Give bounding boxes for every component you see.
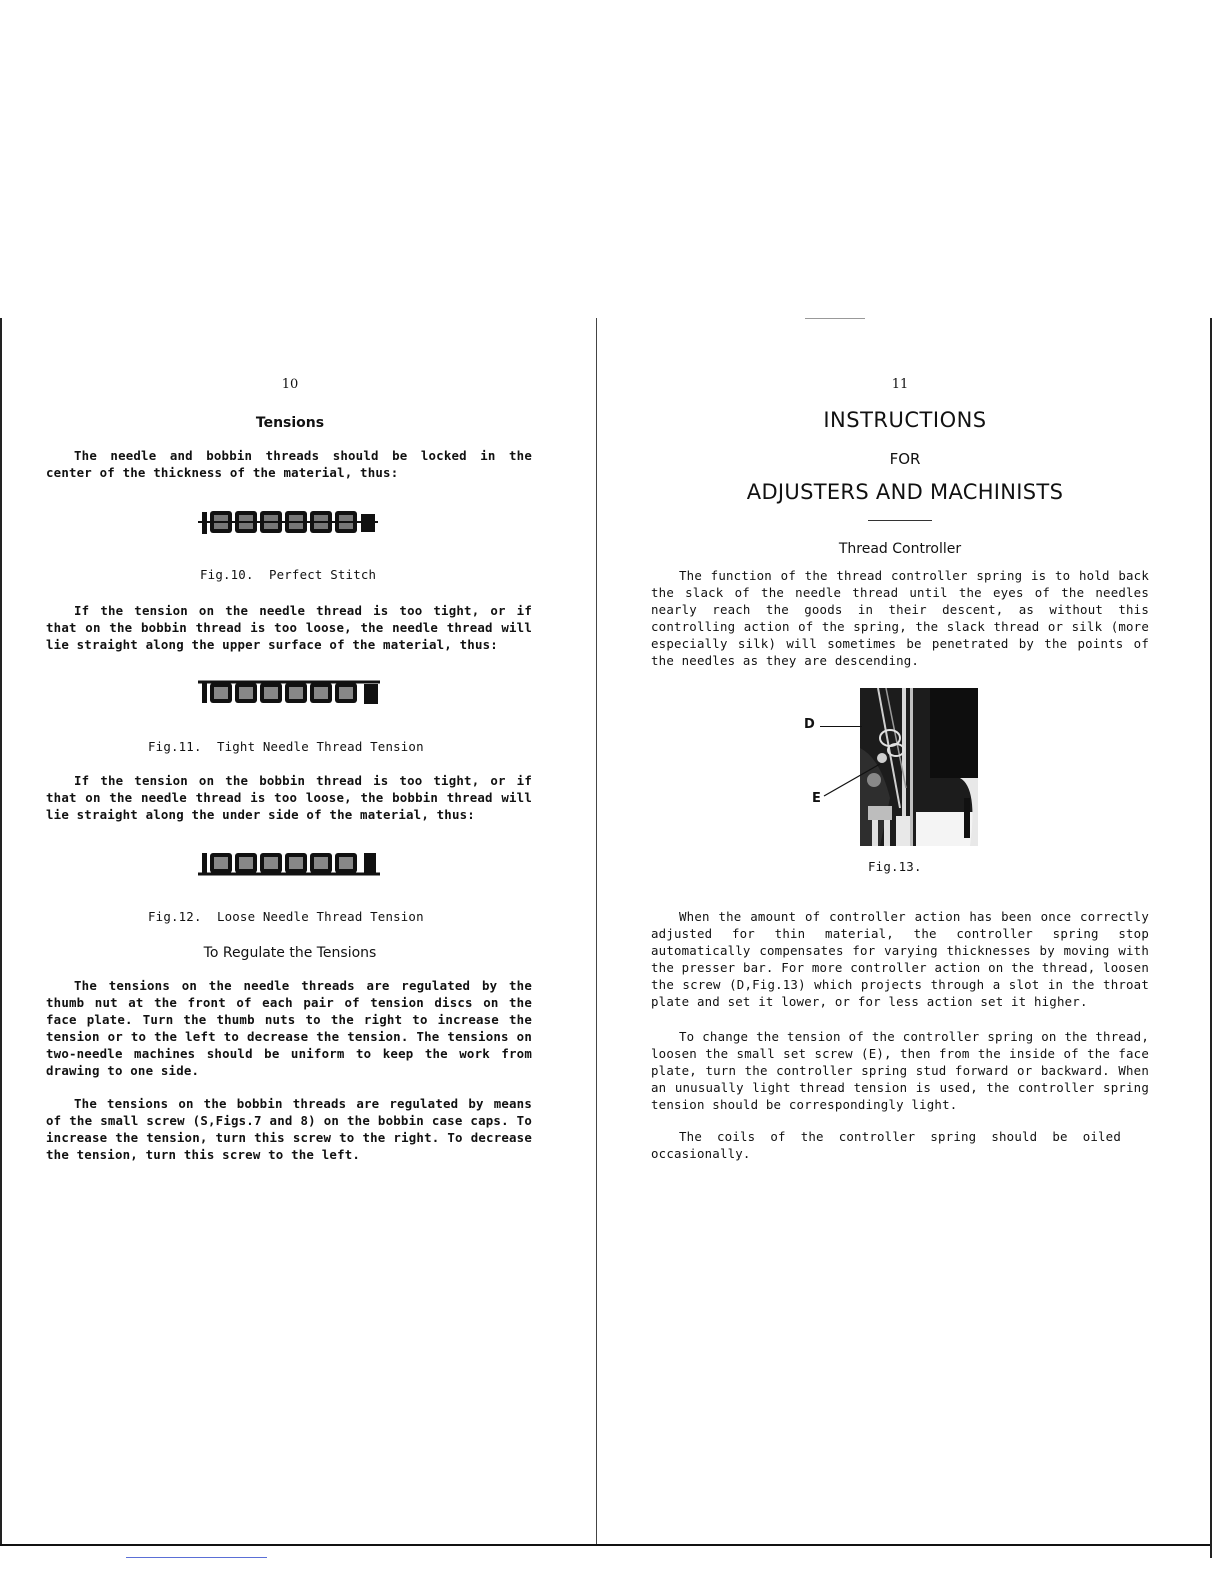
bottom-rule — [0, 1544, 1210, 1546]
title-divider — [868, 520, 932, 521]
adjusters-title: ADJUSTERS AND MACHINISTS — [746, 480, 1064, 504]
fig12-caption: Fig.12. Loose Needle Thread Tension — [148, 909, 424, 924]
function-paragraph — [651, 567, 1149, 669]
loose-tension-text: If the tension on the bobbin thread is too tight, or if that on the needle thread is too loose, the bobbin thread will lie straight along the under side of the material, thus: — [46, 773, 532, 822]
intro-paragraph — [46, 447, 532, 481]
fig11-caption: Fig.11. Tight Needle Thread Tension — [148, 739, 424, 754]
fig13-leader-e — [822, 762, 882, 798]
fig10-perfect-stitch-illustration — [198, 506, 394, 542]
regulate-text-1: The tensions on the needle threads are regulated by the thumb nut at the front of each pair of tension discs on the face plate. Turn the thumb nuts to the right to increase the tension or to the left to decrease the tension. The tensions on two-needle machines should be uniform to keep the work from drawing to one side. — [46, 978, 532, 1078]
loose-tension-paragraph — [46, 772, 532, 823]
amount-paragraph — [651, 908, 1149, 1010]
fig12-loose-tension-illustration — [198, 846, 394, 882]
right-page-number: 11 — [891, 377, 909, 392]
tensions-heading: Tensions — [255, 415, 325, 431]
fig10-caption: Fig.10. Perfect Stitch — [200, 567, 377, 582]
tight-tension-text: If the tension on the needle thread is too tight, or if that on the bobbin thread is too loose, the needle thread will lie straight along the upper surface of the material, thus: — [46, 603, 532, 652]
left-page-number: 10 — [281, 377, 299, 392]
fig13-label-e: E — [812, 791, 821, 806]
tight-tension-paragraph — [46, 602, 532, 653]
change-tension-text: To change the tension of the controller spring on the thread, loosen the small set screw (E), then from the inside of the face plate, turn the controller spring stud forward or backward. When an unusually light thread tension is used, the controller spring tension should be correspondingly light. — [651, 1029, 1149, 1112]
footer-link-line — [126, 1557, 267, 1558]
fig13-leader-d — [820, 726, 862, 727]
instructions-title: INSTRUCTIONS — [823, 408, 987, 432]
change-tension-paragraph — [651, 1028, 1149, 1113]
right-margin-line — [1210, 318, 1212, 1558]
fig13-label-d: D — [804, 717, 815, 732]
left-margin-line — [0, 318, 2, 1546]
center-fold-line — [596, 318, 597, 1546]
intro-text: The needle and bobbin threads should be locked in the center of the thickness of the material, thus: — [46, 448, 532, 480]
regulate-text-2: The tensions on the bobbin threads are regulated by means of the small screw (S,Figs.7 and 8) on the bobbin case caps. To increase the tension, turn this screw to the right. To decrease the tension, turn this screw to the left. — [46, 1096, 532, 1162]
regulate-tensions-heading: To Regulate the Tensions — [203, 945, 377, 961]
coils-paragraph — [651, 1128, 1121, 1162]
for-title: FOR — [889, 450, 921, 468]
amount-text: When the amount of controller action has been once correctly adjusted for thin material, the controller spring stop automatically compensates for varying thicknesses by moving with the presser bar. For more controller action on the thread, loosen the screw (D,Fig.13) which projects through a slot in the throat plate and set it lower, or for less action set it higher. — [651, 909, 1149, 1009]
function-text: The function of the thread controller spring is to hold back the slack of the needle thread until the eyes of the needles nearly reach the goods in their descent, as without this controlling action of the spring, the slack thread or silk (more especially silk) will sometimes be penetrated by the points of the needles as they are descending. — [651, 568, 1149, 668]
regulate-paragraph-2 — [46, 1095, 532, 1163]
thread-controller-heading: Thread Controller — [838, 541, 962, 557]
fig13-caption: Fig.13. — [868, 859, 922, 874]
fig11-tight-tension-illustration — [198, 676, 394, 712]
regulate-paragraph-1 — [46, 977, 532, 1079]
top-right-rule — [805, 318, 865, 319]
coils-text: The coils of the controller spring should be oiled occasionally. — [651, 1129, 1121, 1161]
